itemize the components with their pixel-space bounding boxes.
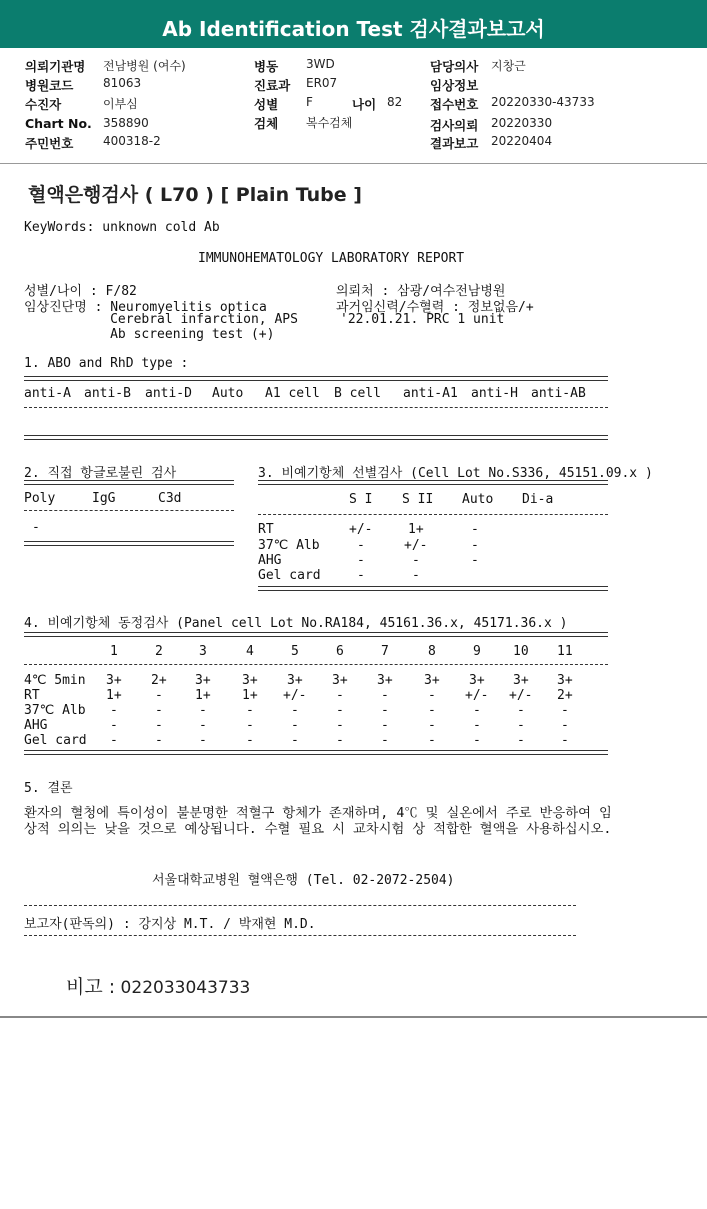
header-info [0, 55, 707, 165]
sec3-row-label: RT [258, 522, 274, 537]
sec4-cell: - [517, 703, 525, 718]
label-hospital: 의뢰기관명 [25, 59, 86, 74]
label-clinical-info: 임상정보 [430, 78, 479, 93]
sec3-rule-mid [258, 514, 608, 515]
sec4-rule-mid [24, 664, 608, 665]
sec2-title: 2. 직접 항글로불린 검사 [24, 466, 177, 481]
sec4-cell: - [336, 718, 344, 733]
sec2-header-igg: IgG [92, 491, 116, 506]
sec4-cell: - [336, 688, 344, 703]
sec4-cell: - [473, 718, 481, 733]
remark-value: 022033043733 [115, 978, 251, 998]
sec1-rule-bottom [24, 435, 608, 440]
sec4-cell: - [155, 703, 163, 718]
sec4-cell: - [561, 703, 569, 718]
sec3-cell: - [357, 568, 365, 583]
sec1-header-6: anti-A1 [403, 386, 458, 401]
sec4-cell: 3+ [377, 673, 393, 688]
sec4-header-6: 7 [381, 644, 389, 659]
label-report-date: 결과보고 [430, 136, 479, 151]
sec4-cell: 3+ [106, 673, 122, 688]
value-request-date: 20220330 [491, 116, 553, 130]
sec4-cell: - [246, 718, 254, 733]
sec4-cell: - [110, 733, 118, 748]
value-id-number: 400318-2 [103, 134, 161, 148]
requester: 의뢰처 : 삼광/여수전남병원 [336, 284, 506, 299]
sec4-cell: 3+ [469, 673, 485, 688]
sec3-cell: - [357, 553, 365, 568]
sec4-cell: - [199, 703, 207, 718]
label-hospital-code: 병원코드 [25, 78, 74, 93]
sec3-rule-bottom [258, 586, 608, 591]
sec4-cell: - [428, 688, 436, 703]
reporter-rule-bottom [24, 935, 576, 936]
sec4-cell: - [381, 733, 389, 748]
value-sex: F [306, 95, 313, 109]
sec4-cell: 3+ [332, 673, 348, 688]
sec3-header-2: Auto [462, 492, 494, 507]
sec4-cell: 1+ [195, 688, 211, 703]
label-ward: 병동 [254, 59, 279, 74]
sec2-value: - [32, 520, 40, 535]
sec1-header-4: A1 cell [265, 386, 320, 401]
sec4-cell: - [246, 703, 254, 718]
sec3-header-3: Di-a [522, 492, 554, 507]
value-chart-no: 358890 [103, 116, 149, 130]
value-receipt-no: 20220330-43733 [491, 95, 595, 109]
value-ward: 3WD [306, 57, 335, 71]
sec4-header-10: 11 [557, 644, 573, 659]
sec4-cell: - [336, 703, 344, 718]
remark [66, 972, 250, 999]
label-request-date: 검사의뢰 [430, 118, 479, 133]
sec3-title: 3. 비예기항체 선별검사 (Cell Lot No.S336, 45151.09.x ) [258, 466, 653, 481]
sec3-cell: - [357, 538, 365, 553]
sec2-header-c3d: C3d [158, 491, 182, 506]
label-id-number: 주민번호 [25, 136, 74, 151]
sec4-cell: 3+ [513, 673, 529, 688]
sec4-cell: - [155, 718, 163, 733]
sec4-header-7: 8 [428, 644, 436, 659]
sec4-cell: - [561, 718, 569, 733]
sec1-header-5: B cell [334, 386, 381, 401]
value-specimen: 복수검체 [306, 116, 353, 130]
sec3-cell: +/- [404, 538, 428, 553]
sec4-cell: - [199, 718, 207, 733]
sec1-header-2: anti-D [145, 386, 192, 401]
sec4-header-2: 3 [199, 644, 207, 659]
sec4-cell: 3+ [424, 673, 440, 688]
sec3-header-0: S I [349, 492, 373, 507]
label-sex: 성별 [254, 97, 279, 112]
sec4-header-9: 10 [513, 644, 529, 659]
sec4-cell: - [336, 733, 344, 748]
sec4-cell: +/- [465, 688, 489, 703]
label-age: 나이 [352, 97, 377, 112]
sec4-cell: - [561, 733, 569, 748]
sec4-cell: - [381, 688, 389, 703]
sec4-cell: 2+ [151, 673, 167, 688]
sec3-cell: 1+ [408, 522, 424, 537]
diagnosis-3: Ab screening test (+) [24, 327, 275, 342]
sec3-row-label: Gel card [258, 568, 321, 583]
history: 과거임신력/수혈력 : 정보없음/+ [336, 300, 534, 315]
sec4-cell: - [110, 703, 118, 718]
sec4-cell: 2+ [557, 688, 573, 703]
value-patient: 이부심 [103, 97, 138, 111]
sec1-title: 1. ABO and RhD type : [24, 356, 189, 371]
sec5-title: 5. 결론 [24, 781, 73, 796]
sec4-cell: - [517, 733, 525, 748]
sec3-cell: +/- [349, 522, 373, 537]
sec4-cell: - [428, 703, 436, 718]
sec4-cell: - [428, 733, 436, 748]
sec4-cell: 1+ [242, 688, 258, 703]
sec1-rule-top [24, 376, 608, 381]
sec1-rule-mid [24, 407, 608, 408]
value-hospital: 전남병원 (여수) [103, 59, 186, 73]
value-hospital-code: 81063 [103, 76, 142, 90]
value-doctor: 지창근 [491, 59, 526, 73]
value-dept: ER07 [306, 76, 338, 90]
sec4-cell: +/- [283, 688, 307, 703]
lab-contact: 서울대학교병원 혈액은행 (Tel. 02-2072-2504) [152, 873, 455, 888]
sec4-cell: - [110, 718, 118, 733]
sec4-cell: - [381, 718, 389, 733]
label-dept: 진료과 [254, 78, 291, 93]
sec2-rule-mid [24, 510, 234, 511]
keywords: KeyWords: unknown cold Ab [24, 220, 220, 235]
sec2-rule-bottom [24, 541, 234, 546]
sec2-header-poly: Poly [24, 491, 56, 506]
sec4-cell: - [199, 733, 207, 748]
report-title: IMMUNOHEMATOLOGY LABORATORY REPORT [198, 251, 465, 266]
sec3-cell: - [412, 568, 420, 583]
sec4-header-3: 4 [246, 644, 254, 659]
sex-age: 성별/나이 : F/82 [24, 284, 137, 299]
label-specimen: 검체 [254, 116, 279, 131]
sec4-cell: - [473, 703, 481, 718]
sec4-cell: 3+ [557, 673, 573, 688]
sec4-cell: - [291, 718, 299, 733]
report-banner: Ab Identification Test 검사결과보고서 [0, 0, 707, 48]
sec4-header-0: 1 [110, 644, 118, 659]
sec1-header-3: Auto [212, 386, 244, 401]
page-title: 혈액은행검사 ( L70 ) [ Plain Tube ] [28, 184, 362, 206]
sec4-cell: - [473, 733, 481, 748]
value-report-date: 20220404 [491, 134, 553, 148]
sec4-cell: - [517, 718, 525, 733]
reporter: 보고자(판독의) : 강지상 M.T. / 박재현 M.D. [24, 917, 316, 932]
sec2-rule-top [24, 480, 234, 485]
sec4-cell: - [291, 703, 299, 718]
sec4-cell: - [246, 733, 254, 748]
sec4-row-label: Gel card [24, 733, 87, 748]
sec3-rule-top [258, 480, 608, 485]
sec4-cell: - [428, 718, 436, 733]
sec1-header-7: anti-H [471, 386, 518, 401]
sec3-cell: - [471, 553, 479, 568]
sec4-rule-bottom [24, 750, 608, 755]
diagnosis-1: 임상진단명 : Neuromyelitis optica [24, 300, 267, 315]
sec3-cell: - [471, 538, 479, 553]
diagnosis-2: Cerebral infarction, APS [24, 312, 298, 327]
sec4-header-1: 2 [155, 644, 163, 659]
sec4-cell: - [155, 733, 163, 748]
remark-label: 비고 : [66, 976, 116, 998]
sec4-cell: - [155, 688, 163, 703]
sec3-cell: - [471, 522, 479, 537]
sec4-row-label: RT [24, 688, 40, 703]
reporter-rule-top [24, 905, 576, 906]
sec1-header-0: anti-A [24, 386, 71, 401]
transfusion: '22.01.21. PRC 1 unit [340, 312, 505, 327]
sec4-row-label: 37℃ Alb [24, 703, 86, 718]
label-doctor: 담당의사 [430, 59, 479, 74]
sec4-rule-top [24, 632, 608, 637]
sec4-header-8: 9 [473, 644, 481, 659]
sec4-header-5: 6 [336, 644, 344, 659]
sec3-row-label: AHG [258, 553, 282, 568]
sec4-cell: 3+ [242, 673, 258, 688]
label-receipt-no: 접수번호 [430, 97, 479, 112]
sec4-cell: - [381, 703, 389, 718]
sec1-header-8: anti-AB [531, 386, 586, 401]
sec4-cell: - [291, 733, 299, 748]
sec4-row-label: AHG [24, 718, 48, 733]
sec3-cell: - [412, 553, 420, 568]
value-age: 82 [387, 95, 403, 109]
sec4-cell: 1+ [106, 688, 122, 703]
sec4-title: 4. 비예기항체 동정검사 (Panel cell Lot No.RA184, 45161.36.x, 45171.36.x ) [24, 616, 568, 631]
label-chart-no: Chart No. [25, 116, 92, 131]
sec4-row-label: 4℃ 5min [24, 673, 86, 688]
sec3-header-1: S II [402, 492, 434, 507]
sec3-row-label: 37℃ Alb [258, 538, 320, 553]
sec4-cell: +/- [509, 688, 533, 703]
label-patient: 수진자 [25, 97, 62, 112]
sec4-header-4: 5 [291, 644, 299, 659]
sec4-cell: 3+ [195, 673, 211, 688]
footer-divider [0, 1016, 707, 1018]
conclusion-text: 환자의 혈청에 특이성이 불분명한 적혈구 항체가 존재하며, 4℃ 및 실온에서 주로 반응하여 임상적 의의는 낮을 것으로 예상됩니다. 수혈 필요 시 교차시험 상 적합한 혈액을 사용하십시오. [24, 806, 612, 837]
sec4-cell: 3+ [287, 673, 303, 688]
sec1-header-1: anti-B [84, 386, 131, 401]
header-divider [0, 163, 707, 164]
